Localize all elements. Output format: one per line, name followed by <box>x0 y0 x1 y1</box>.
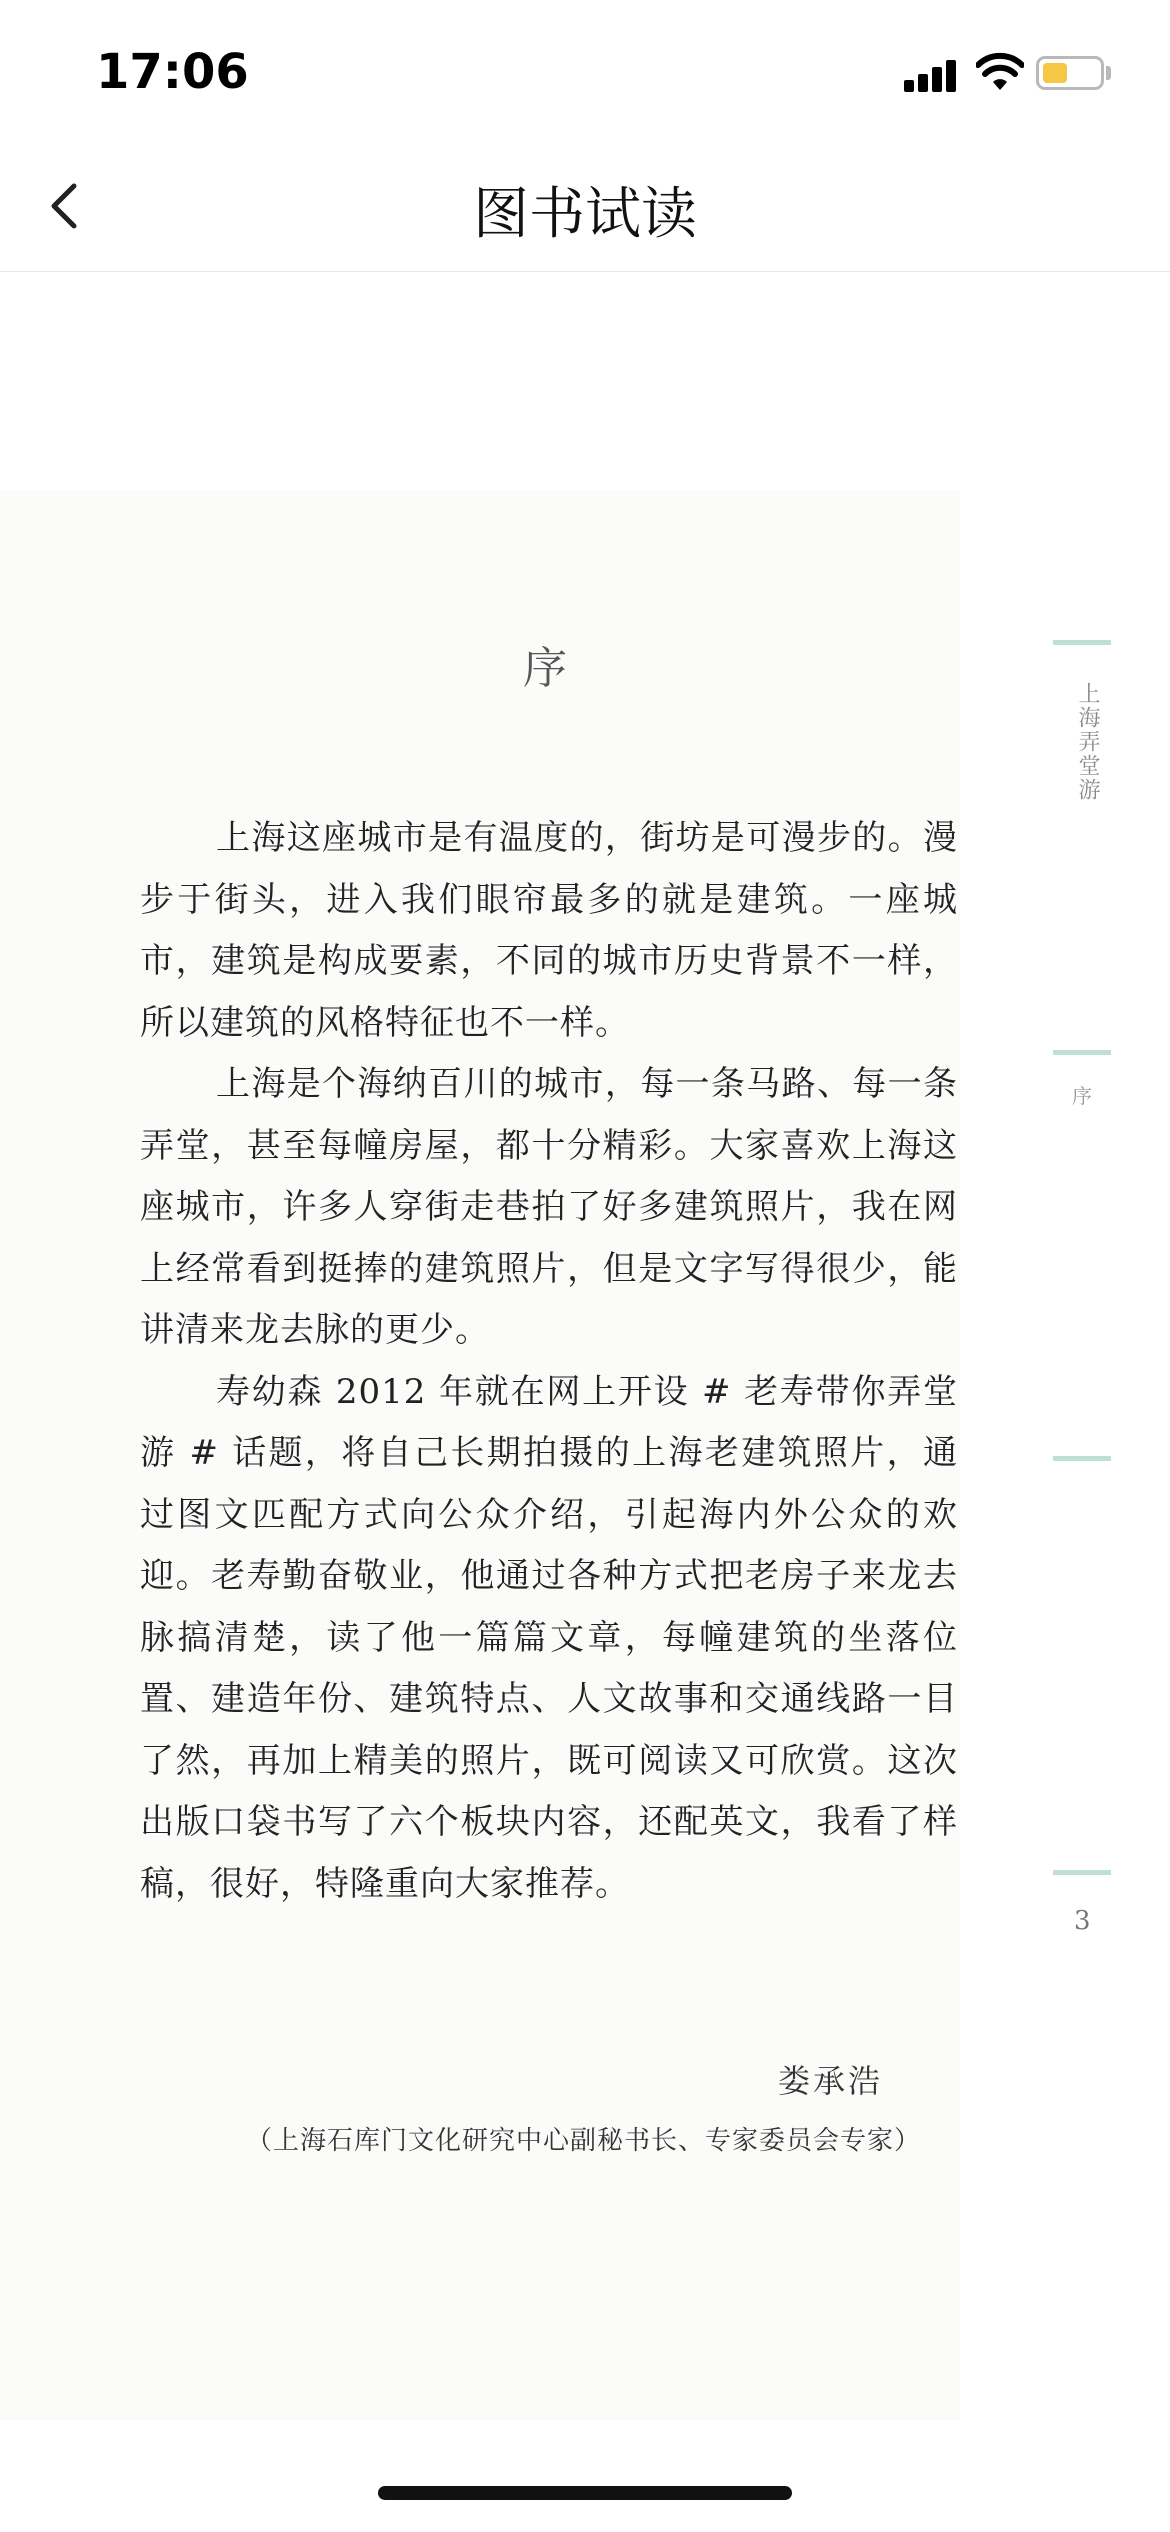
home-indicator[interactable] <box>378 2486 792 2500</box>
wifi-icon <box>976 52 1024 92</box>
battery-icon <box>1036 56 1104 90</box>
paragraph: 寿幼森 2012 年就在网上开设 # 老寿带你弄堂游 # 话题，将自己长期拍摄的上海老建筑照片，通过图文匹配方式向公众介绍，引起海内外公众的欢迎。老寿勤奋敬业，他通过各种方式把老房子来龙去脉搞清楚，读了他一篇篇文章，每幢建筑的坐落位置、建造年份、建筑特点、人文故事和交通线路一目了然，再加上精美的照片，既可阅读又可欣赏。这次出版口袋书写了六个板块内容，还配英文，我看了样稿，很好，特隆重向大家推荐。 <box>140 1371 958 1904</box>
running-head-section: 序 <box>1072 1084 1092 1108</box>
page-number: 3 <box>1074 1906 1091 1936</box>
author-title: （上海石库门文化研究中心副秘书长、专家委员会专家） <box>246 2126 922 2156</box>
side-rule <box>1053 1456 1111 1461</box>
paragraph: 上海这座城市是有温度的，街坊是可漫步的。漫步于街头，进入我们眼帘最多的就是建筑。一座城市，建筑是构成要素，不同的城市历史背景不一样，所以建筑的风格特征也不一样。 <box>140 818 958 1043</box>
preface-body <box>140 808 958 1915</box>
running-head-book: 上海弄堂游 <box>1075 682 1100 802</box>
nav-bar <box>0 140 1170 272</box>
page-title: 图书试读 <box>473 182 697 247</box>
signal-icon <box>904 58 960 92</box>
book-reader[interactable] <box>0 272 1170 2532</box>
book-page <box>0 490 960 2420</box>
side-rule <box>1053 1050 1111 1055</box>
status-time: 17:06 <box>96 44 249 100</box>
paragraph: 上海是个海纳百川的城市，每一条马路、每一条弄堂，甚至每幢房屋，都十分精彩。大家喜欢上海这座城市，许多人穿街走巷拍了好多建筑照片，我在网上经常看到挺捧的建筑照片，但是文字写得很少，能讲清来龙去脉的更少。 <box>140 1064 958 1350</box>
status-bar <box>0 0 1170 140</box>
battery-level <box>1043 63 1067 83</box>
side-rule <box>1053 640 1111 645</box>
chapter-title: 序 <box>523 643 567 694</box>
battery-tip <box>1106 66 1111 80</box>
signature: 娄承浩 <box>778 2062 884 2100</box>
side-rule <box>1053 1870 1111 1875</box>
